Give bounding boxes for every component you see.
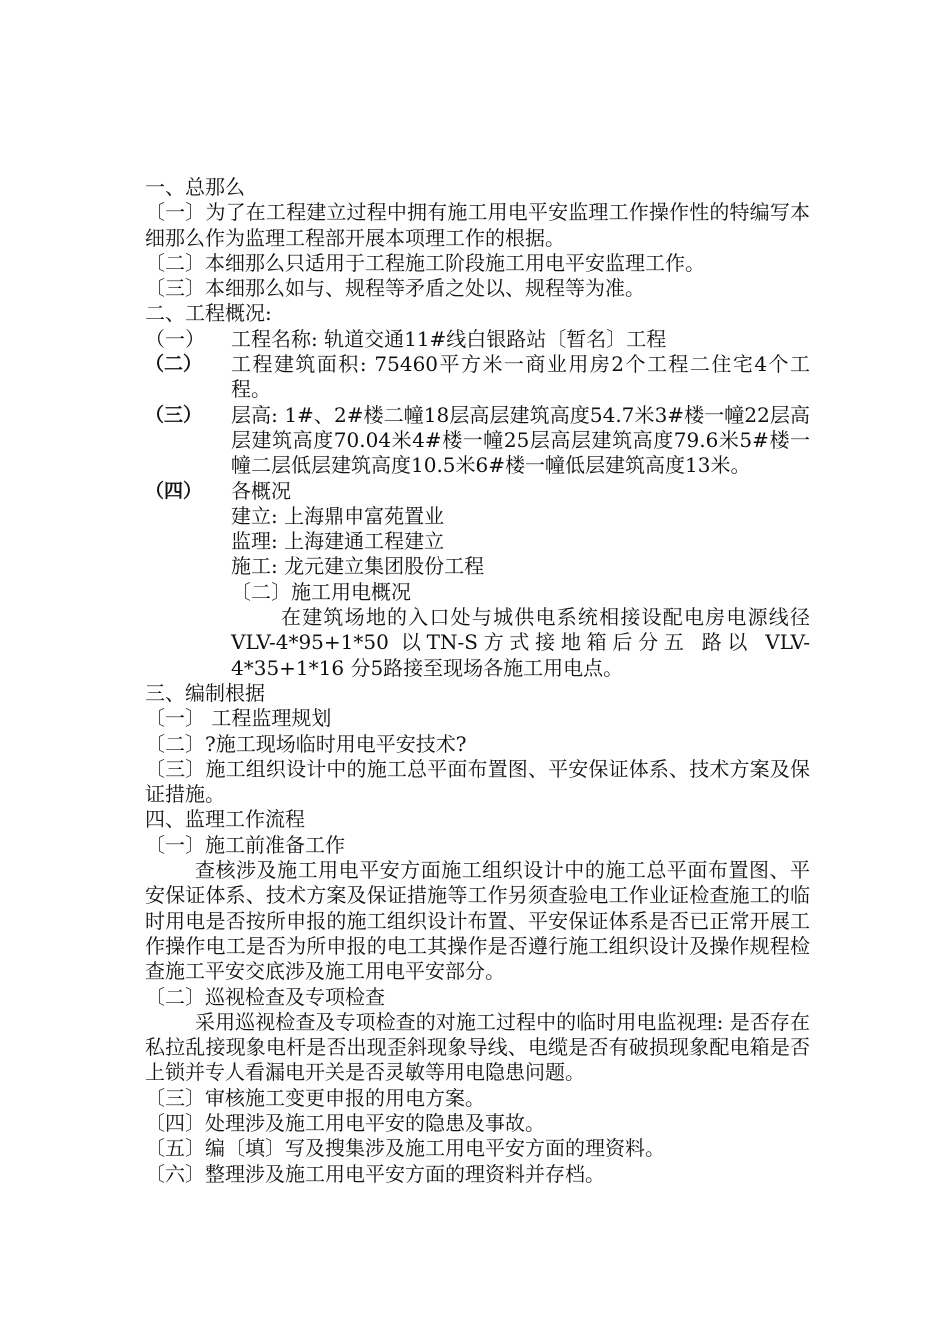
section-4-item-2-text: 采用巡视检查及专项检查的对施工过程中的临时用电监视理: 是否存在私拉乱接现象电杆是否出现歪斜现象导线、电缆是否有破损现象配电箱是否上锁并专人看漏电开关是否灵敏等用电隐患问题。 xyxy=(145,1009,810,1085)
overview-item-2-number: （二） xyxy=(145,353,203,376)
section-4-item-2: 〔二〕巡视检查及专项检查 xyxy=(145,984,385,1009)
overview-item-2 xyxy=(145,352,810,403)
overview-item-1-number: （一） xyxy=(145,326,205,351)
builder-line: 建立: 上海鼎申富苑置业 xyxy=(231,503,445,528)
overview-item-3-text: 层高: 1#、2#楼二幢18层高层建筑高度54.7米3#楼一幢22层高层建筑高度70.04米4#楼一幢25层高层建筑高度79.6米5#楼一幢二层低层建筑高度10.5米6#楼一幢低层建筑高度13米。 xyxy=(231,402,810,478)
section-4-title: 四、监理工作流程 xyxy=(145,807,305,832)
section-1-item-2: 〔二〕本细那么只适用于工程施工阶段施工用电平安监理工作。 xyxy=(145,250,705,275)
overview-item-3 xyxy=(145,403,810,479)
document-page xyxy=(145,175,810,1187)
overview-item-4-text: 各概况 xyxy=(231,478,291,503)
section-4-item-1: 〔一〕施工前准备工作 xyxy=(145,832,345,857)
section-3-item-3: 〔三〕施工组织设计中的施工总平面布置图、平安保证体系、技术方案及保证措施。 xyxy=(145,756,810,807)
overview-item-2-text: 工程建筑面积: 75460平方米一商业用房2个工程二住宅4个工程。 xyxy=(231,352,810,402)
contractor-line: 施工: 龙元建立集团股份工程 xyxy=(231,554,485,579)
overview-item-3-number: （三） xyxy=(145,403,203,426)
overview-item-1 xyxy=(145,327,810,352)
section-4-item-4: 〔四〕处理涉及施工用电平安的隐患及事故。 xyxy=(145,1110,545,1135)
section-1-item-1: 〔一〕为了在工程建立过程中拥有施工用电平安监理工作操作性的特编写本细那么作为监理工程部开展本项理工作的根据。 xyxy=(145,200,810,250)
section-3-item-1: 〔一〕 工程监理规划 xyxy=(145,706,332,731)
section-4-item-5: 〔五〕编〔填〕写及搜集涉及施工用电平安方面的理资料。 xyxy=(145,1136,665,1161)
section-4-item-6: 〔六〕整理涉及施工用电平安方面的理资料并存档。 xyxy=(145,1161,605,1186)
section-1-title: 一、总那么 xyxy=(145,175,245,199)
section-4-item-1-text: 查核涉及施工用电平安方面施工组织设计中的施工总平面布置图、平安保证体系、技术方案及保证措施等工作另须查验电工作业证检查施工的临时用电是否按所申报的施工组织设计布置、平安保证体系是否已正常开展工作操作电工是否为所申报的电工其操作是否遵行施工组织设计及操作规程检查施工平安交底涉及施工用电平安部分。 xyxy=(145,858,810,984)
power-overview-text: 在建筑场地的入口处与城供电系统相接设配电房电源线径VLV-4*95+1*50 以TN-S方式接地箱后分五 路以 VLV-4*35+1*16 分5路接至现场各施工用电点。 xyxy=(231,605,810,680)
overview-item-4-number: （四） xyxy=(145,479,203,502)
supervisor-line: 监理: 上海建通工程建立 xyxy=(231,529,445,554)
overview-item-1-text: 工程名称: 轨道交通11#线白银路站〔暂名〕工程 xyxy=(231,326,667,351)
section-1-item-3: 〔三〕本细那么如与、规程等矛盾之处以、规程等为准。 xyxy=(145,276,645,301)
section-4-item-3: 〔三〕审核施工变更申报的用电方案。 xyxy=(145,1085,485,1110)
power-overview-title: 〔二〕施工用电概况 xyxy=(231,579,411,604)
section-3-item-2: 〔二〕?施工现场临时用电平安技术? xyxy=(145,731,467,756)
overview-item-4 xyxy=(145,479,810,504)
section-2-title: 二、工程概况: xyxy=(145,301,272,326)
section-3-title: 三、编制根据 xyxy=(145,680,265,705)
